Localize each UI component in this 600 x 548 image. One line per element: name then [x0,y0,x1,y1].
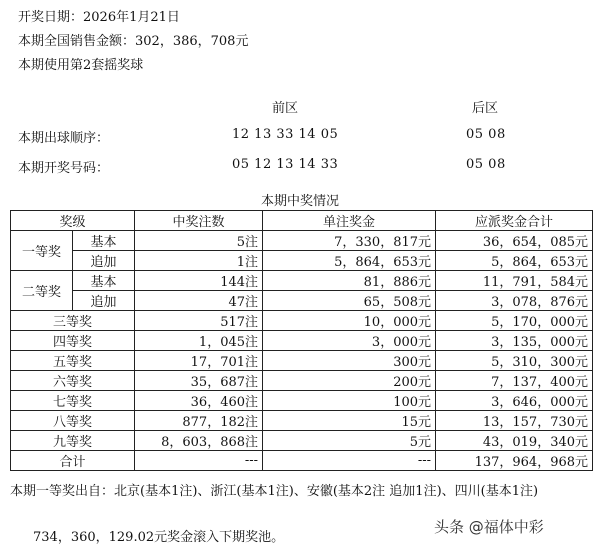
second-basic-total: 11，791，584元 [436,271,593,291]
table-row [11,251,593,271]
prize-amount: 200元 [263,371,436,391]
second-extra-amount: 65，508元 [263,291,436,311]
prize-count: 517注 [135,311,263,331]
header-count: 中奖注数 [135,211,263,231]
winning-numbers-label: 本期开奖号码： [18,161,110,176]
first-basic-total: 36，654，085元 [436,231,593,251]
front-zone-header: 前区 [272,101,299,116]
table-row [11,371,593,391]
prize-table [10,210,593,471]
prize-level-name: 七等奖 [11,391,135,411]
prize-level-name: 八等奖 [11,411,135,431]
second-basic-count: 144注 [135,271,263,291]
prize-level-name: 三等奖 [11,311,135,331]
table-row [11,311,593,331]
table-row [11,411,593,431]
prize-level-name: 六等奖 [11,371,135,391]
header-total: 应派奖金合计 [436,211,593,231]
table-row [11,391,593,411]
first-basic-amount: 7，330，817元 [263,231,436,251]
first-prize-name: 一等奖 [11,231,73,271]
prize-count: 1，045注 [135,331,263,351]
table-header-row [11,211,593,231]
second-basic-amount: 81，886元 [263,271,436,291]
prize-count: 36，460注 [135,391,263,411]
prize-total: 43，019，340元 [436,431,593,451]
prize-total: 7，137，400元 [436,371,593,391]
table-row [11,271,593,291]
prize-amount: 300元 [263,351,436,371]
first-basic-label: 基本 [73,231,135,251]
table-row [11,351,593,371]
sum-total: 137，964，968元 [436,451,593,471]
table-row [11,291,593,311]
winning-numbers-front: 05 12 13 14 33 [232,157,339,172]
second-basic-label: 基本 [73,271,135,291]
prize-total: 3，646，000元 [436,391,593,411]
prize-total: 13，157，730元 [436,411,593,431]
prize-amount: 3，000元 [263,331,436,351]
prize-count: 8，603，868注 [135,431,263,451]
watermark: 头条 @福体中彩 [430,514,548,539]
prize-level-name: 四等奖 [11,331,135,351]
first-extra-count: 1注 [135,251,263,271]
draw-order-front: 12 13 33 14 05 [232,127,339,142]
prize-amount: 5元 [263,431,436,451]
prize-level-name: 九等奖 [11,431,135,451]
header-level: 奖级 [11,211,135,231]
first-prize-origin: 本期一等奖出自：北京(基本1注)、浙江(基本1注)、安徽(基本2注 追加1注)、四川(基本1注) [10,484,539,499]
sum-count: --- [135,451,263,471]
sum-amount: --- [263,451,436,471]
prize-level-name: 五等奖 [11,351,135,371]
rollover-amount: 734，360，129.02元奖金滚入下期奖池。 [33,530,285,545]
prize-table-title: 本期中奖情况 [260,194,339,209]
sales-amount: 本期全国销售金额：302，386，708元 [18,34,249,49]
prize-total: 5，310，300元 [436,351,593,371]
prize-count: 35，687注 [135,371,263,391]
sum-label: 合计 [11,451,135,471]
second-extra-label: 追加 [73,291,135,311]
first-extra-label: 追加 [73,251,135,271]
ball-set: 本期使用第2套摇奖球 [18,58,144,73]
prize-count: 17，701注 [135,351,263,371]
second-prize-name: 二等奖 [11,271,73,311]
back-zone-header: 后区 [472,101,499,116]
first-basic-count: 5注 [135,231,263,251]
table-row [11,431,593,451]
first-extra-amount: 5，864，653元 [263,251,436,271]
draw-order-label: 本期出球顺序： [18,131,110,146]
prize-total: 3，135，000元 [436,331,593,351]
prize-amount: 10，000元 [263,311,436,331]
first-extra-total: 5，864，653元 [436,251,593,271]
second-extra-count: 47注 [135,291,263,311]
table-row [11,331,593,351]
winning-numbers-back: 05 08 [466,157,506,172]
header-amount: 单注奖金 [263,211,436,231]
draw-date: 开奖日期：2026年1月21日 [18,10,180,25]
second-extra-total: 3，078，876元 [436,291,593,311]
table-row [11,231,593,251]
prize-amount: 100元 [263,391,436,411]
draw-order-back: 05 08 [466,127,506,142]
prize-count: 877，182注 [135,411,263,431]
table-sum-row [11,451,593,471]
prize-total: 5，170，000元 [436,311,593,331]
prize-amount: 15元 [263,411,436,431]
